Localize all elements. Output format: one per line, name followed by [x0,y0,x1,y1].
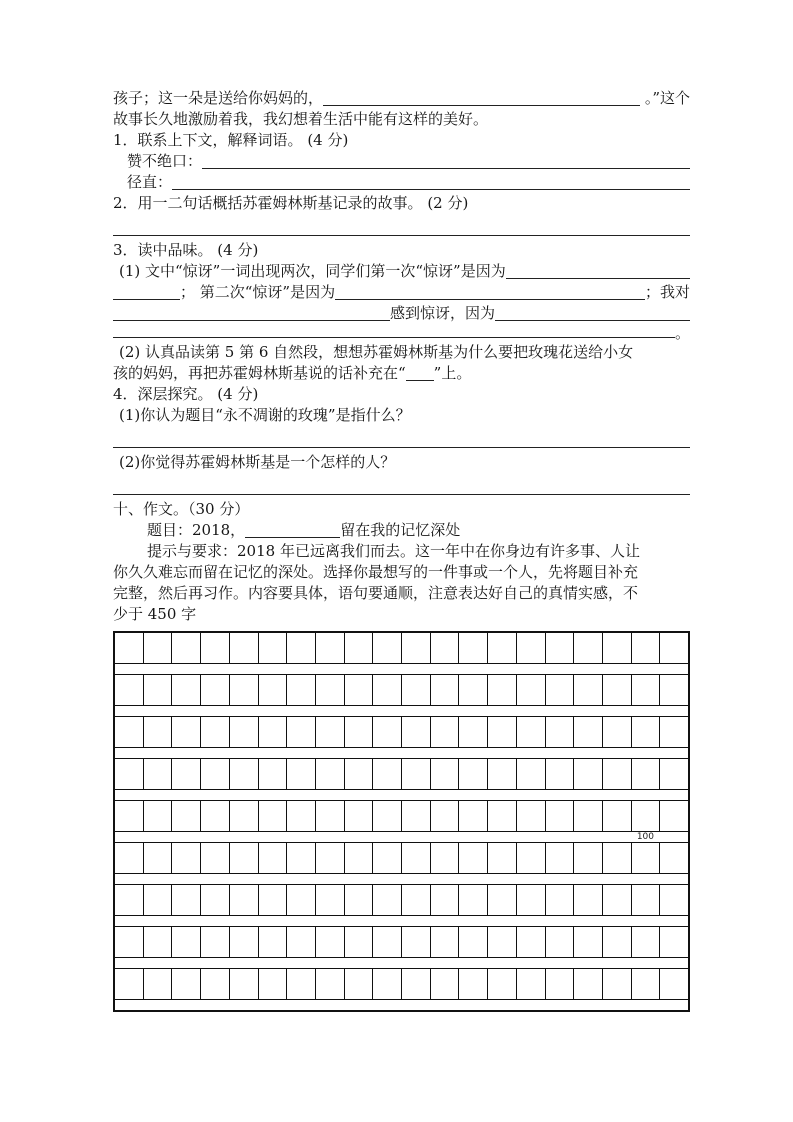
composition-grid [113,631,690,1012]
text-segment: 孩的妈妈，再把苏霍姆林斯基说的话补充在“ [113,364,406,382]
text-segment: (2) 认真品读第 5 第 6 自然段，想想苏霍姆林斯基为什么要把玫瑰花送给小女 [119,343,634,361]
grid-cell [546,801,575,831]
grid-cell [115,885,144,915]
text-segment: ； 第二次“惊讶”是因为 [180,283,336,301]
grid-cell [488,927,517,957]
document-line-24 [113,520,690,541]
document-line-2 [113,109,690,130]
grid-cell [431,759,460,789]
grid-cell [345,927,374,957]
grid-cell [201,843,230,873]
grid-cell [431,675,460,705]
document-line-23 [113,499,690,520]
grid-cell [316,717,345,747]
grid-cell [431,843,460,873]
grid-cell [287,675,316,705]
answer-blank [113,333,675,338]
grid-cell [345,633,374,663]
grid-cell [373,885,402,915]
answer-blank [202,164,690,169]
document-line-14 [113,342,690,363]
document-line-16 [113,384,690,405]
grid-cell [115,633,144,663]
grid-cell [316,759,345,789]
grid-cell [431,969,460,999]
grid-cell [632,885,661,915]
text-segment: (2)你觉得苏霍姆林斯基是一个怎样的人？ [119,453,396,471]
answer-rule-line [113,438,690,452]
grid-cell [603,969,632,999]
grid-cell [603,675,632,705]
grid-cell [603,633,632,663]
text-segment: 提示与要求：2018 年已远离我们而去。这一年中在你身边有许多事、人让 [147,542,640,560]
grid-cell [517,801,546,831]
document-line-10 [113,261,690,282]
grid-cell [144,927,173,957]
grid-cell [373,843,402,873]
text-segment: 孩子；这一朵是送给你妈妈的， [113,89,324,107]
grid-cell [259,843,288,873]
grid-cell [115,843,144,873]
grid-writing-row-3 [115,717,688,748]
grid-writing-row-5 [115,801,688,832]
grid-cell [287,969,316,999]
grid-cell [172,927,201,957]
grid-cell [373,759,402,789]
grid-cell [287,927,316,957]
grid-cell [373,969,402,999]
grid-cell [402,885,431,915]
grid-cell [603,759,632,789]
grid-cell [517,759,546,789]
text-segment: 3．读中品味。 (4 分) [113,241,259,259]
document-line-6 [113,193,690,214]
text-segment: 少于 450 字 [113,605,197,623]
grid-spacer-row [115,916,688,927]
grid-spacer-row [115,832,688,843]
grid-cell [144,675,173,705]
text-segment: 故事长久地激励着我，我幻想着生活中能有这样的美好。 [113,110,489,128]
answer-blank [406,376,434,381]
grid-cell [660,885,688,915]
grid-cell [488,801,517,831]
grid-cell [115,759,144,789]
text-segment: 径直： [127,173,173,191]
grid-writing-row-4 [115,759,688,790]
grid-cell [345,759,374,789]
grid-cell [144,801,173,831]
grid-cell [431,927,460,957]
grid-writing-row-8 [115,927,688,958]
document-line-5 [113,172,690,193]
grid-cell [459,759,488,789]
trailing-period: 。 [674,324,690,342]
grid-cell [431,633,460,663]
grid-cell [230,633,259,663]
grid-cell [316,633,345,663]
grid-cell [287,633,316,663]
grid-cell [201,927,230,957]
grid-cell [373,717,402,747]
text-segment: 赞不绝口： [127,152,203,170]
grid-cell [172,759,201,789]
grid-cell [316,927,345,957]
grid-cell [345,843,374,873]
grid-cell [230,885,259,915]
grid-cell [459,927,488,957]
grid-cell [316,969,345,999]
grid-cell [459,675,488,705]
grid-cell [144,969,173,999]
grid-cell [259,801,288,831]
grid-cell [402,927,431,957]
grid-cell [517,969,546,999]
grid-cell [402,759,431,789]
document-line-4 [113,151,690,172]
grid-spacer-row [115,664,688,675]
grid-cell [459,843,488,873]
document-line-12 [113,303,690,324]
grid-cell [259,885,288,915]
grid-cell [287,759,316,789]
grid-cell [603,717,632,747]
document-line-20 [113,452,690,473]
blank-spacer [113,426,690,438]
document-line-15 [113,363,690,384]
grid-cell [488,675,517,705]
exam-paper-page [113,88,690,1012]
grid-cell [144,885,173,915]
answer-blank [113,231,690,236]
answer-blank [506,274,690,279]
grid-cell [431,801,460,831]
grid-cell [574,927,603,957]
grid-cell [660,633,688,663]
grid-cell [459,633,488,663]
grid-cell [632,843,661,873]
answer-blank [323,101,640,106]
grid-cell [345,885,374,915]
document-line-17 [113,405,690,426]
document-line-11 [113,282,690,303]
text-segment: 你久久难忘而留在记忆的深处。选择你最想写的一件事或一个人，先将题目补充 [113,563,639,581]
grid-cell [546,843,575,873]
grid-cell [115,717,144,747]
answer-blank [113,490,690,495]
grid-cell [144,759,173,789]
grid-cell [660,927,688,957]
grid-cell [230,675,259,705]
grid-cell [660,801,688,831]
text-segment: 完整，然后再习作。内容要具体，语句要通顺，注意表达好自己的真情实感，不 [113,584,639,602]
grid-cell [115,675,144,705]
answer-blank [113,295,180,300]
document-line-28 [113,604,690,625]
grid-cell [488,885,517,915]
grid-cell [546,675,575,705]
char-count-marker: 100 [636,832,654,842]
grid-cell [172,675,201,705]
text-segment: (1)你认为题目“永不凋谢的玫瑰”是指什么？ [119,406,411,424]
grid-cell [574,885,603,915]
grid-cell [402,801,431,831]
grid-cell [287,843,316,873]
document-line-25 [113,541,690,562]
blank-spacer [113,473,690,485]
grid-cell [287,885,316,915]
grid-cell [603,843,632,873]
text-segment: 十、作文。（30 分） [113,500,250,518]
grid-cell [459,885,488,915]
grid-spacer-row [115,790,688,801]
grid-cell [172,801,201,831]
grid-cell [259,759,288,789]
text-segment: 题目：2018， [147,521,246,539]
grid-cell [517,633,546,663]
grid-spacer-row [115,1000,688,1010]
grid-cell [172,843,201,873]
grid-cell [373,675,402,705]
grid-cell [632,675,661,705]
grid-cell [316,801,345,831]
grid-writing-row-2 [115,675,688,706]
text-segment: ；我对 [644,283,690,301]
grid-cell [201,885,230,915]
grid-cell [574,675,603,705]
grid-cell [546,717,575,747]
answer-blank [245,533,340,538]
grid-cell [660,843,688,873]
grid-cell [316,675,345,705]
grid-cell [632,801,661,831]
grid-cell [115,969,144,999]
grid-cell [287,717,316,747]
grid-cell [172,633,201,663]
grid-cell [402,717,431,747]
answer-blank [335,295,645,300]
grid-cell [144,633,173,663]
grid-cell [316,885,345,915]
grid-cell [574,717,603,747]
grid-cell [546,927,575,957]
grid-spacer-row [115,748,688,759]
grid-cell [230,717,259,747]
text-segment: 2．用一二句话概括苏霍姆林斯基记录的故事。 (2 分) [113,194,469,212]
grid-cell [632,927,661,957]
grid-cell [115,801,144,831]
grid-cell [144,717,173,747]
grid-cell [172,885,201,915]
grid-cell [603,801,632,831]
grid-cell [259,675,288,705]
grid-cell [517,885,546,915]
grid-cell [201,633,230,663]
text-segment: (1) 文中“惊讶”一词出现两次，同学们第一次“惊讶”是因为 [119,262,506,280]
grid-cell [201,675,230,705]
grid-writing-row-1 [115,633,688,664]
grid-cell [402,633,431,663]
grid-cell [259,969,288,999]
grid-cell [431,885,460,915]
grid-cell [488,717,517,747]
grid-cell [402,843,431,873]
grid-cell [230,843,259,873]
grid-cell [201,717,230,747]
grid-cell [230,759,259,789]
grid-cell [345,675,374,705]
grid-cell [431,717,460,747]
grid-cell [517,717,546,747]
answer-blank [113,316,390,321]
grid-cell [115,927,144,957]
grid-cell [201,969,230,999]
answer-blank [172,185,690,190]
text-segment: 1．联系上下文，解释词语。 (4 分) [113,131,349,149]
grid-cell [373,801,402,831]
grid-cell [660,759,688,789]
grid-cell [574,969,603,999]
grid-cell [201,759,230,789]
grid-cell [517,927,546,957]
text-segment: 感到惊讶，因为 [390,304,496,322]
grid-cell [660,969,688,999]
grid-cell [287,801,316,831]
grid-cell [459,801,488,831]
text-segment: ”上。 [433,364,472,382]
grid-cell [488,759,517,789]
answer-rule-line [113,226,690,240]
grid-cell [230,927,259,957]
grid-cell [345,717,374,747]
grid-spacer-row [115,958,688,969]
grid-cell [603,885,632,915]
grid-cell [546,885,575,915]
grid-spacer-row [115,874,688,885]
grid-cell [373,927,402,957]
grid-cell [574,843,603,873]
document-line-3 [113,130,690,151]
grid-cell [660,675,688,705]
grid-cell [632,717,661,747]
grid-cell [488,633,517,663]
grid-cell [517,675,546,705]
grid-writing-row-7 [115,885,688,916]
grid-cell [632,969,661,999]
question-text-block [113,88,690,625]
document-line-1 [113,88,690,109]
grid-cell [402,969,431,999]
grid-cell [259,927,288,957]
grid-cell [574,801,603,831]
document-line-27 [113,583,690,604]
blank-spacer [113,214,690,226]
grid-cell [259,633,288,663]
grid-cell [345,969,374,999]
grid-cell [172,969,201,999]
grid-cell [488,843,517,873]
grid-cell [402,675,431,705]
grid-cell [259,717,288,747]
grid-cell [144,843,173,873]
grid-cell [316,843,345,873]
answer-rule-line [113,324,690,342]
grid-cell [201,801,230,831]
grid-writing-row-6 [115,843,688,874]
grid-cell [488,969,517,999]
document-line-9 [113,240,690,261]
answer-blank [113,443,690,448]
grid-cell [632,759,661,789]
grid-cell [230,969,259,999]
grid-spacer-row [115,706,688,717]
grid-cell [574,633,603,663]
answer-rule-line [113,485,690,499]
grid-cell [574,759,603,789]
grid-cell [172,717,201,747]
grid-cell [459,717,488,747]
grid-cell [345,801,374,831]
grid-cell [459,969,488,999]
grid-cell [230,801,259,831]
grid-cell [546,759,575,789]
text-segment: 4．深层探究。 (4 分) [113,385,259,403]
document-line-26 [113,562,690,583]
grid-cell [546,633,575,663]
text-segment: 。”这个 [640,89,690,107]
grid-cell [632,633,661,663]
grid-cell [603,927,632,957]
grid-cell [546,969,575,999]
grid-cell [660,717,688,747]
text-segment: 留在我的记忆深处 [340,521,461,539]
grid-writing-row-9 [115,969,688,1000]
answer-blank [495,316,690,321]
grid-cell [373,633,402,663]
grid-cell [517,843,546,873]
